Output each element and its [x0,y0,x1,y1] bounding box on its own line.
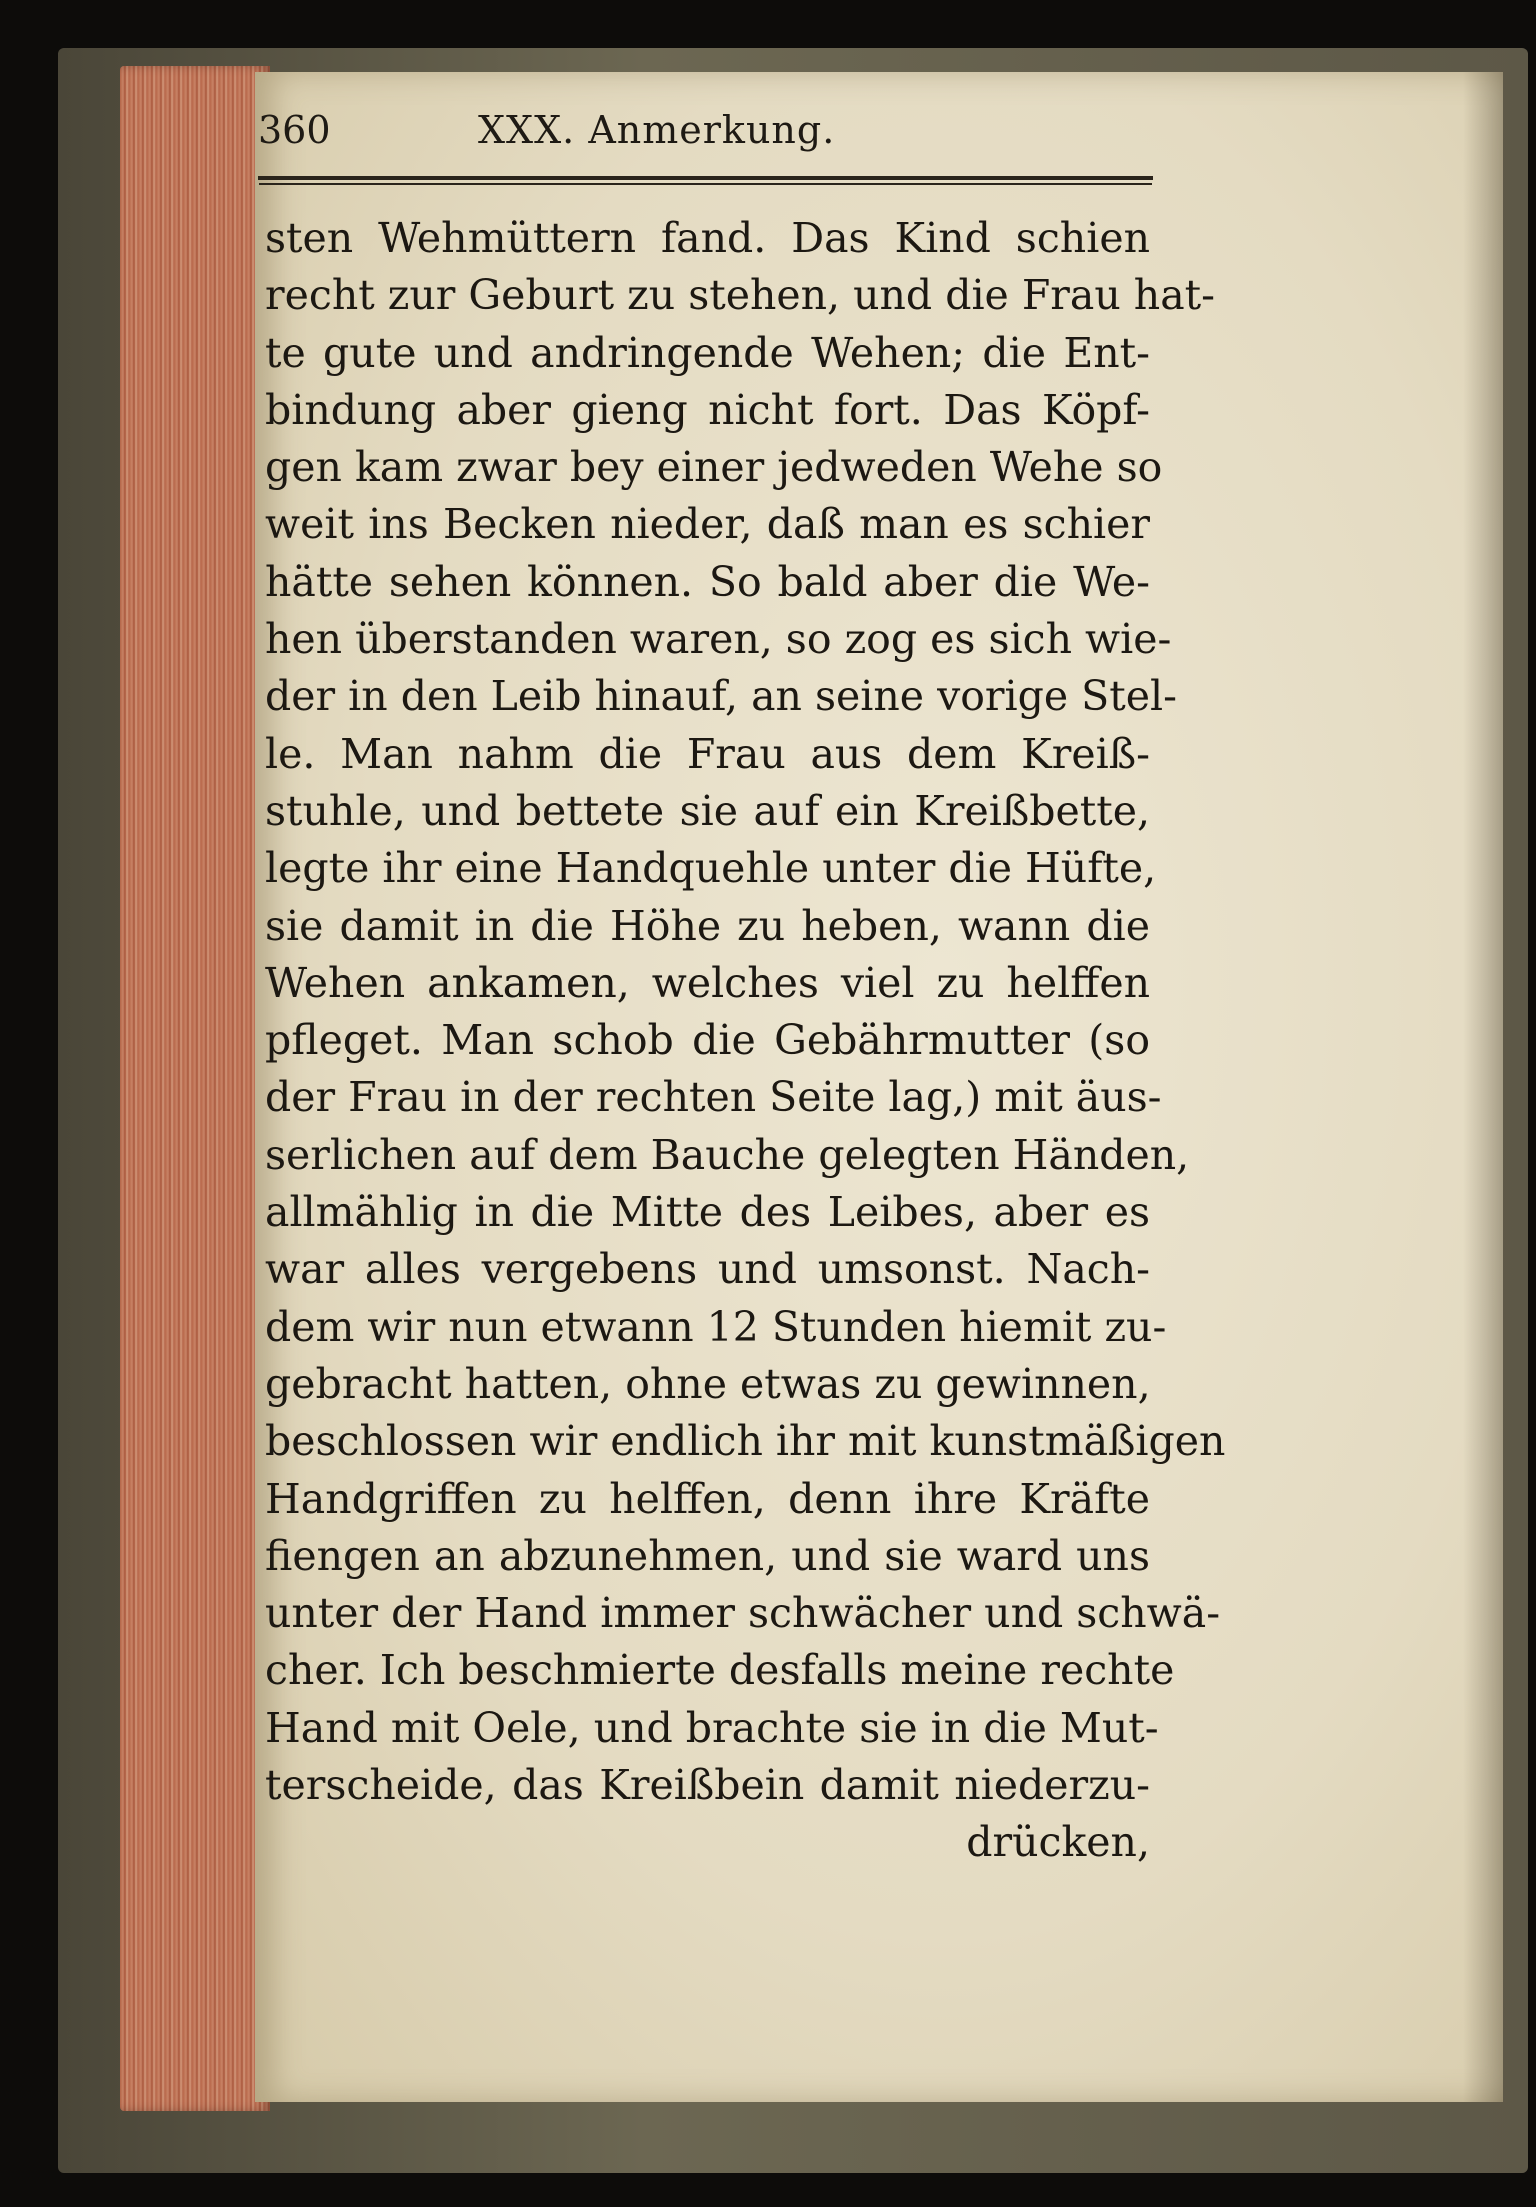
text-line: Handgriffen zu helffen, denn ihre Kräfte [265,1474,1150,1523]
body-text [265,210,1226,1872]
text-line: der in den Leib hinauf, an seine vorige Stel- [265,672,1177,721]
text-line: hätte sehen können. So bald aber die We- [265,557,1150,606]
text-line: stuhle, und bettete sie auf ein Kreißbette, [265,786,1150,835]
text-line: unter der Hand immer schwächer und schwä- [265,1589,1221,1638]
text-line: le. Man nahm die Frau aus dem Kreiß- [265,729,1150,778]
catchword: drücken, [966,1818,1150,1867]
text-line: serlichen auf dem Bauche gelegten Händen, [265,1130,1190,1179]
page-edges [120,66,270,2111]
page-header [258,108,1153,168]
header-rule [258,176,1153,180]
text-line: allmählig in die Mitte des Leibes, aber es [265,1188,1150,1237]
text-line: Wehen ankamen, welches viel zu helffen [265,958,1150,1007]
running-title: XXX. Anmerkung. [478,108,836,152]
text-line: recht zur Geburt zu stehen, und die Frau hat- [265,271,1215,320]
text-line: hen überstanden waren, so zog es sich wie- [265,615,1172,664]
page-number: 360 [258,108,331,152]
text-line: gebracht hatten, ohne etwas zu gewinnen, [265,1359,1151,1408]
text-line: sie damit in die Höhe zu heben, wann die [265,901,1150,950]
text-line: terscheide, das Kreißbein damit niederzu- [265,1761,1150,1810]
text-line: beschlossen wir endlich ihr mit kunstmäßigen [265,1417,1226,1466]
text-line: fiengen an abzunehmen, und sie ward uns [265,1531,1150,1580]
text-line: gen kam zwar bey einer jedweden Wehe so [265,443,1163,492]
text-line: Hand mit Oele, und brachte sie in die Mut- [265,1703,1159,1752]
text-line: der Frau in der rechten Seite lag,) mit äus- [265,1073,1162,1122]
page-gutter-shadow [1463,72,1503,2102]
text-line: dem wir nun etwann 12 Stunden hiemit zu- [265,1302,1167,1351]
text-line: legte ihr eine Handquehle unter die Hüfte, [265,844,1157,893]
text-line: weit ins Becken nieder, daß man es schier [265,500,1150,549]
text-line: war alles vergebens und umsonst. Nach- [265,1245,1150,1294]
text-line: pfleget. Man schob die Gebährmutter (so [265,1016,1150,1065]
text-line: cher. Ich beschmierte desfalls meine rechte [265,1646,1175,1695]
text-line: bindung aber gieng nicht fort. Das Köpf- [265,385,1150,434]
text-line: sten Wehmüttern fand. Das Kind schien [265,214,1150,262]
text-line: te gute und andringende Wehen; die Ent- [265,328,1150,377]
